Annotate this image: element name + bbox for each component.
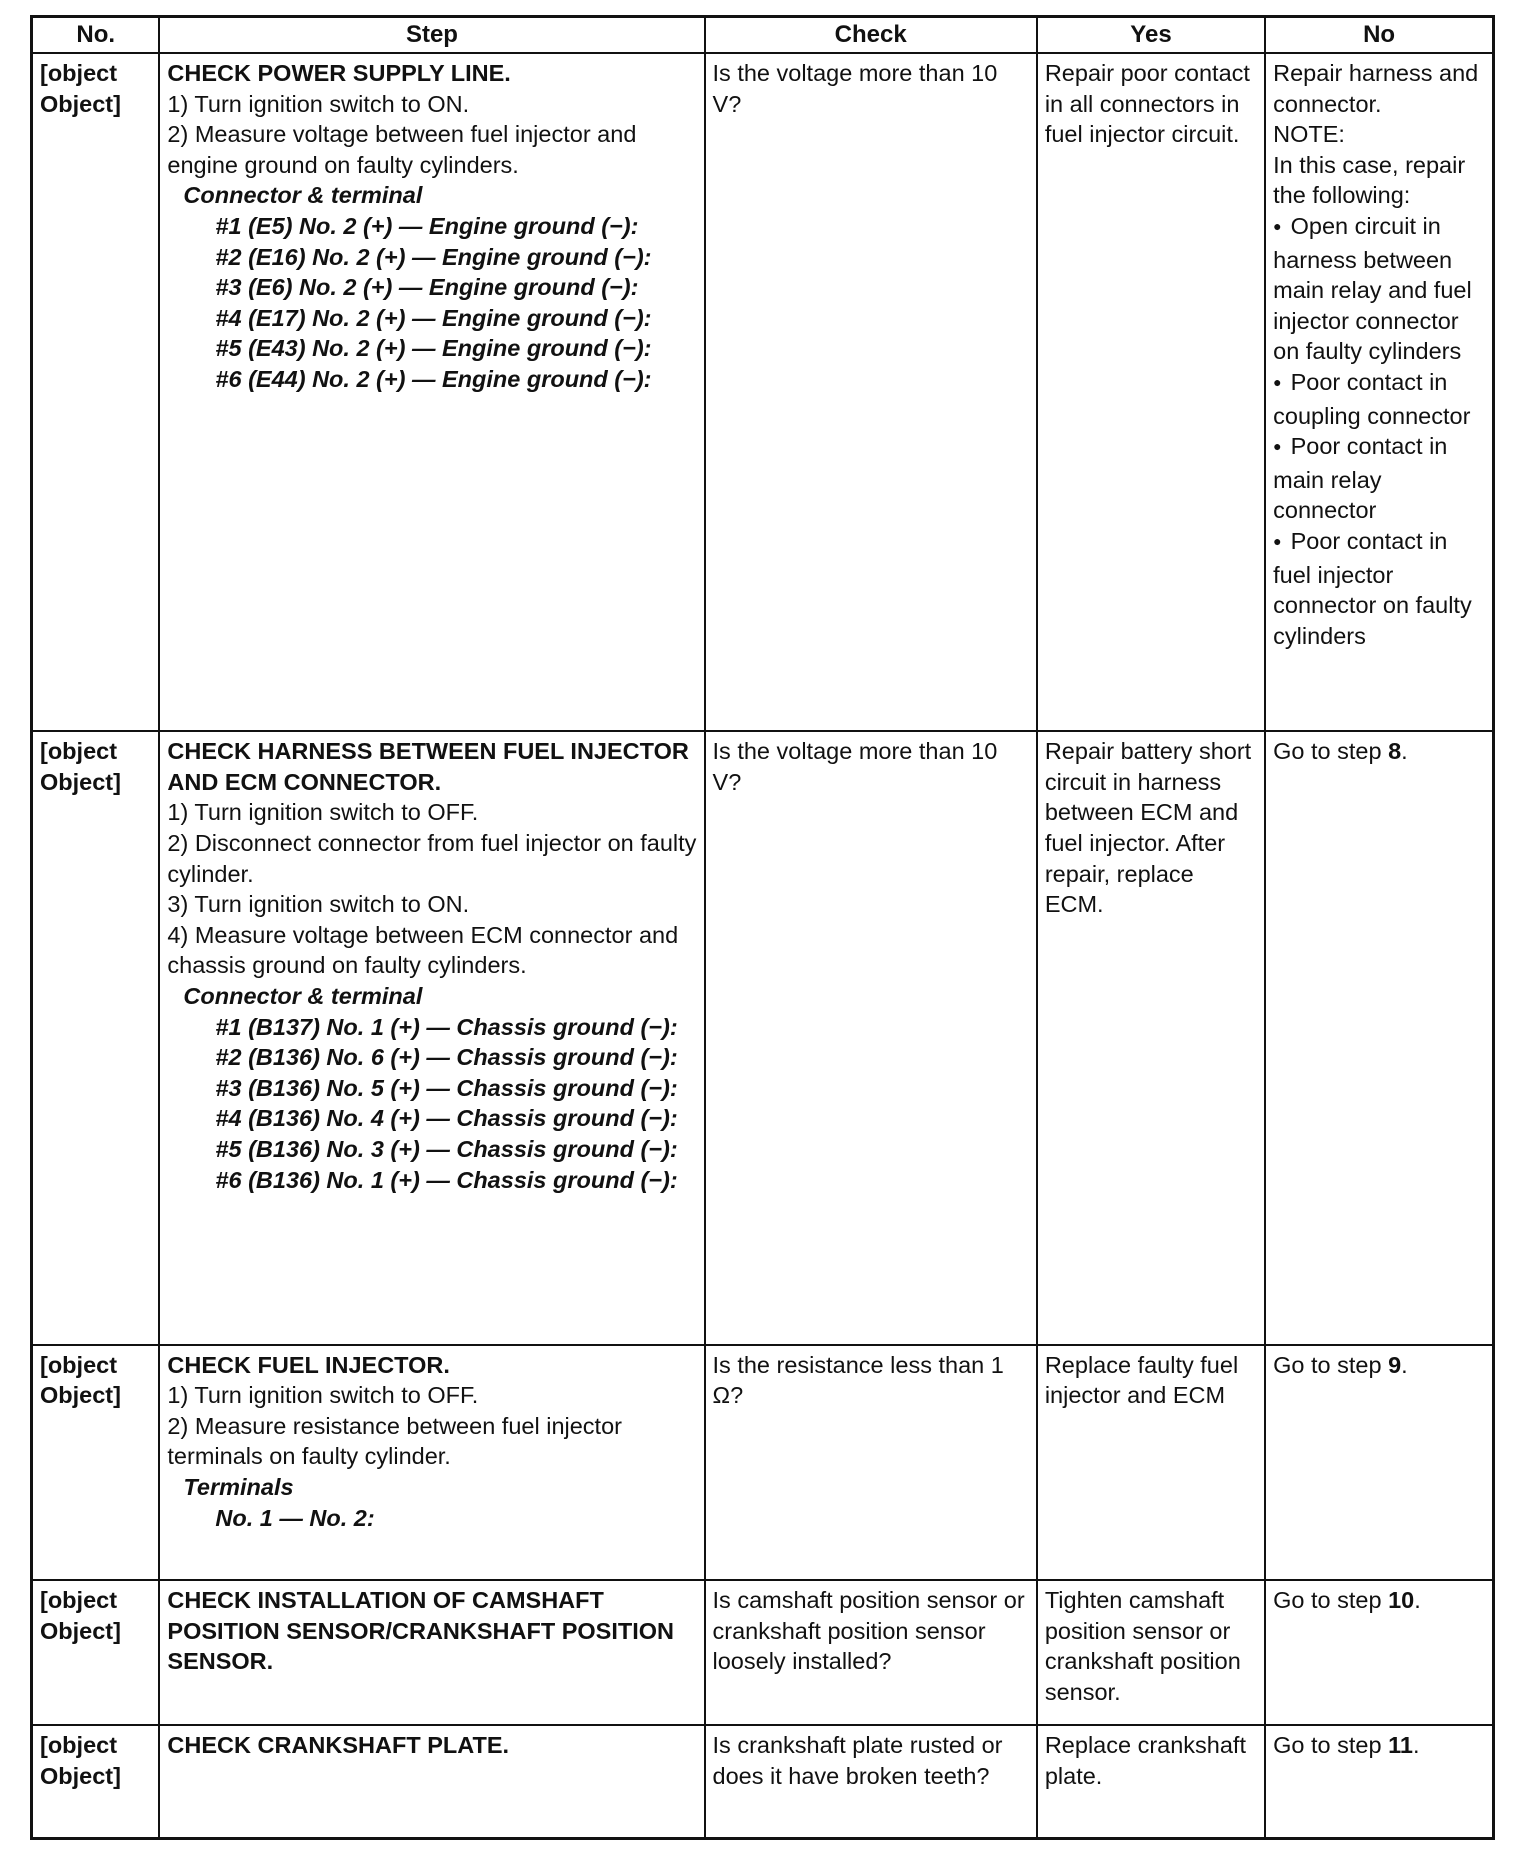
step-title: CHECK HARNESS BETWEEN FUEL INJECTOR AND ECM CONNECTOR. [167,738,689,795]
header-row [32,17,1494,54]
header-no-result: No [1265,17,1493,54]
terminal-line: #2 (E16) No. 2 (+) — Engine ground (−): [215,243,652,270]
table-row [32,1345,1494,1580]
no-cell [1265,731,1493,1344]
step-subheading: Terminals [183,1473,294,1500]
terminal-line: No. 1 — No. 2: [215,1504,375,1531]
step-title: CHECK FUEL INJECTOR. [167,1351,450,1378]
step-cell [159,1580,704,1725]
step-title: CHECK INSTALLATION OF CAMSHAFT POSITION SENSOR/CRANKSHAFT POSITION SENSOR. [167,1587,674,1675]
step-title: CHECK POWER SUPPLY LINE. [167,60,511,86]
check-cell: Is the voltage more than 10 V? [705,53,1037,731]
row-number-text: [object Object] [40,1351,121,1409]
header-yes: Yes [1037,17,1265,54]
terminal-line: #6 (E44) No. 2 (+) — Engine ground (−): [215,365,652,392]
yes-cell: Replace crankshaft plate. [1037,1725,1265,1838]
yes-cell: Tighten camshaft position sensor or crankshaft position sensor. [1037,1580,1265,1725]
step-cell [159,1345,704,1580]
goto-step-number: 8 [1388,738,1402,765]
goto-prefix: Go to step [1273,1732,1389,1759]
troubleshooting-table [30,15,1495,1840]
terminal-line: #1 (B137) No. 1 (+) — Chassis ground (−): [215,1013,678,1040]
bullet-item: ● Poor contact in coupling connector [1273,367,1485,431]
terminal-line: #5 (B136) No. 3 (+) — Chassis ground (−): [215,1135,678,1162]
goto-step-number: 11 [1388,1732,1413,1759]
no-cell [1265,1580,1493,1725]
terminal-line: #3 (B136) No. 5 (+) — Chassis ground (−): [215,1074,678,1101]
row-number [32,1725,160,1838]
row-number-text: [object Object] [40,1732,121,1789]
check-cell: Is the voltage more than 10 V? [705,731,1037,1344]
header-step: Step [159,17,704,54]
bullet-item: ● Poor contact in fuel injector connector on faulty cylinders [1273,526,1485,651]
terminal-line: #2 (B136) No. 6 (+) — Chassis ground (−): [215,1044,678,1071]
goto-step-number: 10 [1388,1587,1415,1613]
step-line: 2) Disconnect connector from fuel injector on faulty cylinder. [167,830,697,887]
step-cell [159,731,704,1344]
goto-prefix: Go to step [1273,1587,1389,1613]
check-cell: Is camshaft position sensor or crankshaft position sensor loosely installed? [705,1580,1037,1725]
goto-suffix: . [1401,738,1408,765]
table-row [32,731,1494,1344]
no-cell [1265,1725,1493,1838]
row-number [32,1345,160,1580]
step-subheading: Connector & terminal [183,182,423,209]
step-cell [159,1725,704,1838]
goto-prefix: Go to step [1273,1351,1389,1378]
row-number-text: [object Object] [40,60,121,117]
yes-cell: Repair battery short circuit in harness between ECM and fuel injector. After repair, replace ECM. [1037,731,1265,1344]
no-cell [1265,53,1493,731]
terminal-line: #4 (B136) No. 4 (+) — Chassis ground (−): [215,1105,678,1132]
goto-suffix: . [1414,1587,1421,1613]
row-number-text: [object Object] [40,738,121,795]
table-row [32,1580,1494,1725]
row-number [32,1580,160,1725]
table-row [32,53,1494,731]
terminal-line: #1 (E5) No. 2 (+) — Engine ground (−): [215,212,639,239]
table-row [32,1725,1494,1838]
terminal-line: #4 (E17) No. 2 (+) — Engine ground (−): [215,304,652,331]
goto-suffix: . [1401,1351,1408,1378]
step-line: 2) Measure voltage between fuel injector and engine ground on faulty cylinders. [167,121,637,178]
row-number [32,731,160,1344]
bullet-item: ● Open circuit in harness between main relay and fuel injector connector on faulty cylinders [1273,211,1485,367]
step-cell [159,53,704,731]
check-cell: Is crankshaft plate rusted or does it have broken teeth? [705,1725,1037,1838]
header-no: No. [32,17,160,54]
step-title: CHECK CRANKSHAFT PLATE. [167,1732,510,1759]
goto-prefix: Go to step [1273,738,1389,765]
step-line: 4) Measure voltage between ECM connector and chassis ground on faulty cylinders. [167,921,679,979]
row-number-text: [object Object] [40,1587,121,1644]
header-check: Check [705,17,1037,54]
bullet-item: ● Poor contact in main relay connector [1273,431,1485,526]
goto-step-number: 9 [1388,1351,1402,1378]
step-line: 1) Turn ignition switch to ON. [167,90,470,117]
terminal-line: #6 (B136) No. 1 (+) — Chassis ground (−): [215,1166,678,1193]
step-line: 1) Turn ignition switch to OFF. [167,799,479,826]
check-cell: Is the resistance less than 1 Ω? [705,1345,1037,1580]
step-line: 1) Turn ignition switch to OFF. [167,1382,479,1409]
no-line: In this case, repair the following: [1273,151,1466,209]
note-label: NOTE: [1273,121,1345,148]
terminal-line: #3 (E6) No. 2 (+) — Engine ground (−): [215,274,639,301]
goto-suffix: . [1412,1732,1420,1759]
step-line: 3) Turn ignition switch to ON. [167,891,470,918]
step-line: 2) Measure resistance between fuel injector terminals on faulty cylinder. [167,1412,622,1470]
yes-cell: Replace faulty fuel injector and ECM [1037,1345,1265,1580]
yes-cell: Repair poor contact in all connectors in fuel injector circuit. [1037,53,1265,731]
step-subheading: Connector & terminal [183,982,423,1009]
no-line: Repair harness and connector. [1273,60,1479,117]
terminal-line: #5 (E43) No. 2 (+) — Engine ground (−): [215,335,652,362]
no-cell [1265,1345,1493,1580]
row-number [32,53,160,731]
